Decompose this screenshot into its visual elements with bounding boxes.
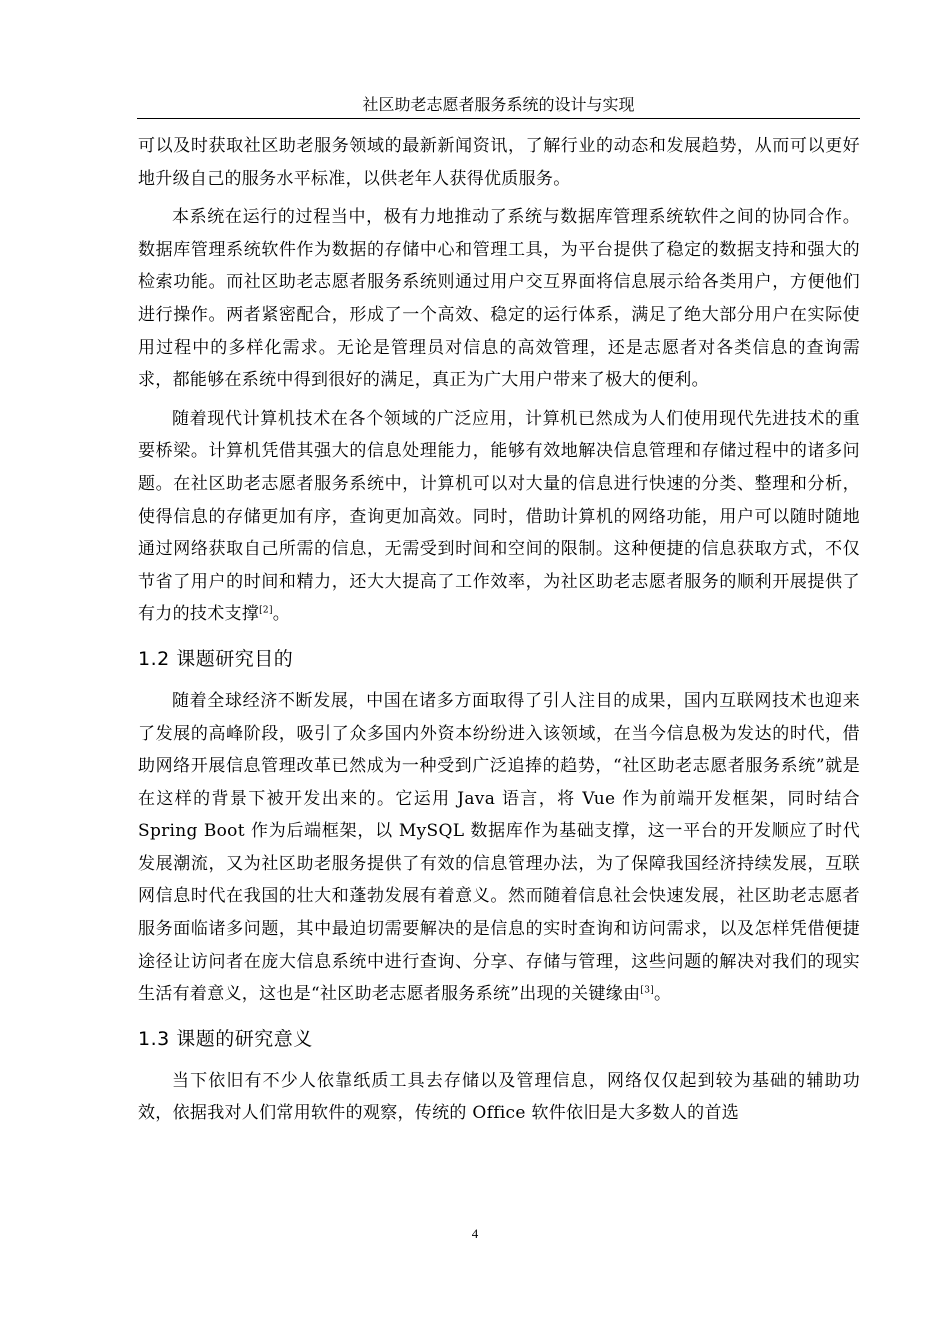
paragraph-text: 随着全球经济不断发展，中国在诸多方面取得了引人注目的成果，国内互联网技术也迎来了发展的高峰阶段，吸引了众多国内外资本纷纷进入该领域，在当今信息极为发达的时代，借助网络开展信息管理改革已然成为一种受到广泛追捧的趋势，“社区助老志愿者服务系统”就是在这样的背景下被开发出来的。它运用 Java 语言，将 Vue 作为前端开发框架，同时结合 Spring Boot 作为后端框架，以 MySQL 数据库作为基础支撑，这一平台的开发顺应了时代发展潮流，又为社区助老服务提供了有效的信息管理办法，为了保障我国经济持续发展，互联网信息时代在我国的壮大和蓬勃发展有着意义。然而随着信息社会快速发展，社区助老志愿者服务面临诸多问题，其中最迫切需要解决的是信息的实时查询和访问需求，以及怎样凭借便捷途径让访问者在庞大信息系统中进行查询、分享、存储与管理，这些问题的解决对我们的现实生活有着意义，这也是“社区助老志愿者服务系统”出现的关键缘由 — [138, 690, 860, 1005]
page-body — [138, 130, 860, 1130]
paragraph-end: 。 — [654, 984, 672, 1005]
paragraph-end: 。 — [272, 604, 291, 625]
paragraph-text: 随着现代计算机技术在各个领域的广泛应用，计算机已然成为人们使用现代先进技术的重要桥梁。计算机凭借其强大的信息处理能力，能够有效地解决信息管理和存储过程中的诸多问题。在社区助老志愿者服务系统中，计算机可以对大量的信息进行快速的分类、整理和分析，使得信息的存储更加有序，查询更加高效。同时，借助计算机的网络功能，用户可以随时随地通过网络获取自己所需的信息，无需受到时间和空间的限制。这种便捷的信息获取方式，不仅节省了用户的时间和精力，还大大提高了工作效率，为社区助老志愿者服务的顺利开展提供了有力的技术支撑 — [138, 408, 860, 625]
paragraph-computer-technology — [138, 403, 860, 631]
page-number: 4 — [471, 1226, 479, 1241]
paragraph-research-purpose — [138, 685, 860, 1011]
paragraph-continued: 可以及时获取社区助老服务领域的最新新闻资讯，了解行业的动态和发展趋势，从而可以更好地升级自己的服务水平标准，以供老年人获得优质服务。 — [138, 136, 860, 189]
paragraph-research-significance: 当下依旧有不少人依靠纸质工具去存储以及管理信息，网络仅仅起到较为基础的辅助功效，依据我对人们常用软件的观察，传统的 Office 软件依旧是大多数人的首选 — [138, 1070, 860, 1124]
citation-ref: [2] — [259, 605, 273, 616]
section-heading-1-3: 1.3 课题的研究意义 — [138, 1027, 313, 1050]
citation-ref: [3] — [640, 985, 655, 996]
running-header: 社区助老志愿者服务系统的设计与实现 — [137, 92, 860, 119]
section-heading-1-2: 1.2 课题研究目的 — [138, 647, 294, 670]
paragraph-system-operation: 本系统在运行的过程当中，极有力地推动了系统与数据库管理系统软件之间的协同合作。数据库管理系统软件作为数据的存储中心和管理工具，为平台提供了稳定的数据支持和强大的检索功能。而社区助老志愿者服务系统则通过用户交互界面将信息展示给各类用户，方便他们进行操作。两者紧密配合，形成了一个高效、稳定的运行体系，满足了绝大部分用户在实际使用过程中的多样化需求。无论是管理员对信息的高效管理，还是志愿者对各类信息的查询需求，都能够在系统中得到很好的满足，真正为广大用户带来了极大的便利。 — [138, 207, 860, 391]
